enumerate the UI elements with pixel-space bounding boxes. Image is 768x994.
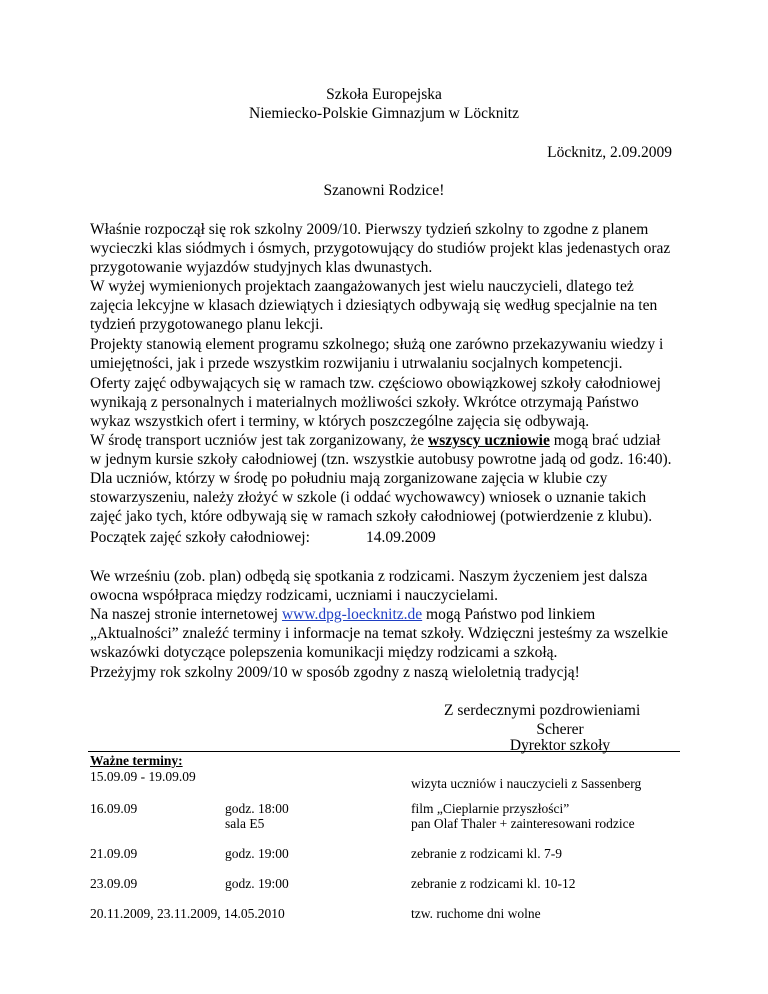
text-after-highlight: mogą brać udział (549, 432, 661, 449)
paragraph-website (90, 605, 690, 662)
paragraph-offers (90, 374, 690, 526)
date-line: Löcknitz, 2.09.2009 (547, 144, 672, 161)
paragraph-line: owocna współpraca między rodzicami, uczniami i nauczycielami. (90, 587, 498, 604)
paragraph-line: Właśnie rozpoczął się rok szkolny 2009/10. Pierwszy tydzień szkolny to zgodne z planem (90, 221, 649, 238)
schedule-event: zebranie z rodzicami kl. 7-9 (411, 846, 563, 861)
paragraph-line: zajęć jako tych, które odbywają się w ramach szkoły całodniowej (potwierdzenie z klubu). (90, 508, 653, 525)
paragraph-line: Oferty zajęć odbywających się w ramach tzw. częściowo obowiązkowej szkoły całodniowej (90, 375, 661, 392)
schedule-event-detail: pan Olaf Thaler + zainteresowani rodzice (411, 816, 635, 831)
schedule-heading: Ważne terminy: (90, 753, 183, 768)
schedule-event: tzw. ruchome dni wolne (411, 906, 541, 921)
schedule-event: film „Cieplarnie przyszłości” (411, 801, 570, 816)
schedule-event: zebranie z rodzicami kl. 10-12 (411, 876, 576, 891)
paragraph-line: Projekty stanowią element programu szkolnego; służą one zarówno przekazywaniu wiedzy i (90, 336, 664, 353)
paragraph-line: W wyżej wymienionych projektach zaangażowanych jest wielu nauczycieli, dlatego też (90, 278, 634, 295)
schedule-date: 20.11.2009, 23.11.2009, 14.05.2010 (90, 906, 285, 921)
schedule-date: 16.09.09 (90, 801, 138, 816)
schedule-date: 15.09.09 - 19.09.09 (90, 769, 196, 784)
paragraph-line: w jednym kursie szkoły całodniowej (tzn. wszystkie autobusy powrotne jadą od godz. 16:40). (90, 451, 672, 468)
paragraph-line: wycieczki klas siódmych i ósmych, przygotowujący do studiów projekt klas jedenastych oraz (90, 240, 671, 257)
paragraph-projects (90, 335, 690, 373)
paragraph-line: tydzień przygotowanego planu lekcji. (90, 316, 324, 333)
schedule-room: sala E5 (225, 816, 265, 831)
paragraph-line: „Aktualności” znaleźć terminy i informacje na temat szkoły. Wdzięczni jesteśmy za wszelkie (90, 625, 668, 642)
schedule-time: godz. 19:00 (225, 846, 289, 861)
paragraph-line: zajęcia lekcyjne w klasach dziewiątych i dziesiątych odbywają się według specjalnie na ten (90, 297, 658, 314)
schedule-date: 21.09.09 (90, 846, 138, 861)
schedule-date: 23.09.09 (90, 876, 138, 891)
school-website-link[interactable]: www.dpg-loecknitz.de (281, 606, 423, 623)
paragraph-line-link (90, 605, 690, 624)
paragraph-line: wynikają z personalnych i materialnych możliwości szkoły. Wkrótce otrzymają Państwo (90, 394, 639, 411)
start-date: 14.09.2009 (366, 529, 436, 546)
paragraph-wish: Przeżyjmy rok szkolny 2009/10 w sposób zgodny z naszą wieloletnią tradycją! (90, 664, 580, 681)
schedule-time: godz. 19:00 (225, 876, 289, 891)
schedule-time: godz. 18:00 (225, 801, 289, 816)
paragraph-line: umiejętności, jak i przede wszystkim rozwijaniu i utrwalaniu socjalnych kompetencji. (90, 355, 623, 372)
signature-title: Dyrektor szkoły (509, 737, 611, 754)
highlight-all-students: wszyscy uczniowie (428, 432, 550, 449)
text-before-link: Na naszej stronie internetowej (90, 606, 282, 623)
salutation: Szanowni Rodzice! (323, 182, 445, 199)
paragraph-line: stowarzyszeniu, należy złożyć w szkole (i oddać wychowawcy) wniosek o uznanie takich (90, 489, 647, 506)
schedule-event: wizyta uczniów i nauczycieli z Sassenberg (411, 776, 642, 791)
paragraph-line: wskazówki dotyczące polepszenia komunikacji między rodzicami a szkołą. (90, 644, 558, 661)
paragraph-line: wykaz wszystkich ofert i terminy, w których poszczególne zajęcia się odbywają. (90, 413, 590, 430)
text-after-link: mogą Państwo pod linkiem (422, 606, 596, 623)
paragraph-line: We wrześniu (zob. plan) odbędą się spotkania z rodzicami. Naszym życzeniem jest dalsza (90, 568, 648, 585)
paragraph-meetings (90, 567, 690, 605)
school-full-name: Niemiecko-Polskie Gimnazjum w Löcknitz (249, 105, 519, 122)
paragraph-intro (90, 220, 690, 334)
paragraph-line: przygotowanie wyjazdów studyjnych klas dwunastych. (90, 259, 433, 276)
paragraph-line-highlight (90, 431, 690, 450)
closing: Z serdecznymi pozdrowieniami (444, 702, 641, 719)
text-before-highlight: W środę transport uczniów jest tak zorganizowany, że (90, 432, 429, 449)
start-label: Początek zajęć szkoły całodniowej: (90, 529, 310, 546)
school-name: Szkoła Europejska (326, 86, 442, 103)
signature-name: Scherer (536, 721, 584, 738)
paragraph-line: Dla uczniów, którzy w środę po południu mają zorganizowane zajęcia w klubie czy (90, 470, 608, 487)
